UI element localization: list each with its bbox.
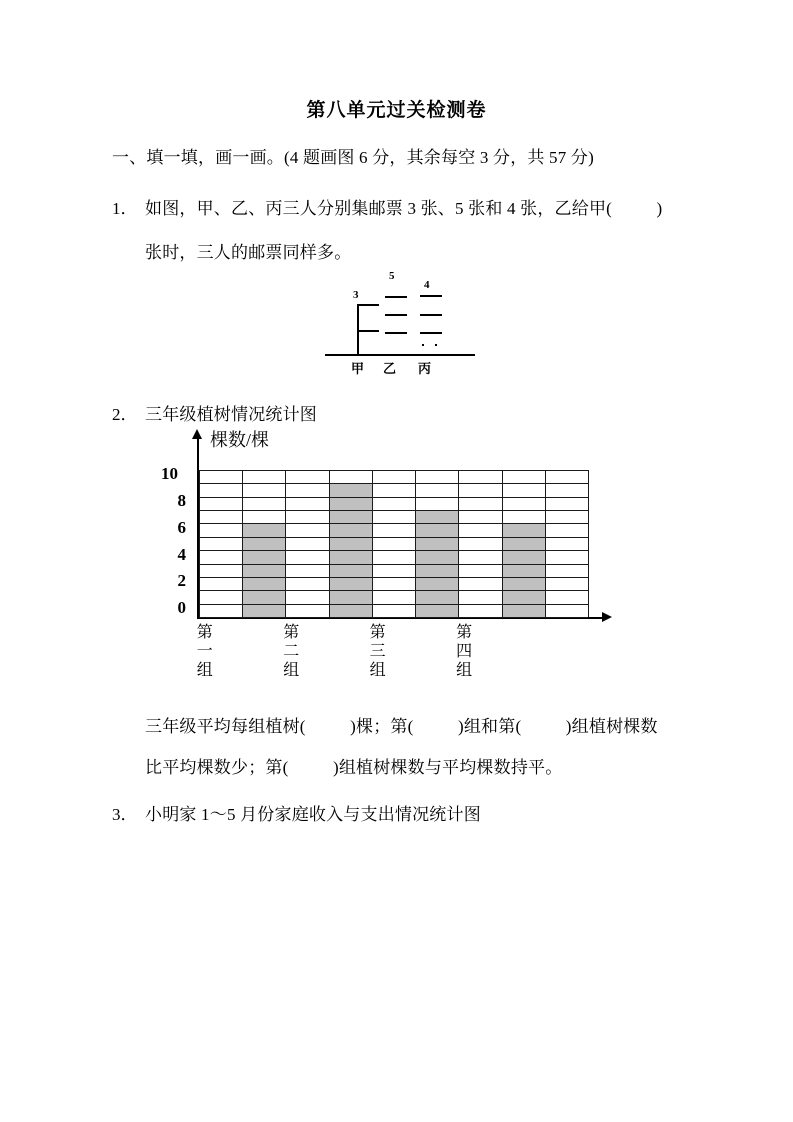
gridline-h [199,523,588,524]
gridline-v [588,470,589,617]
gridline-h [199,577,588,578]
x-category-3-char-1: 第 [369,624,386,641]
gridline-v [502,470,503,617]
x-category-3 [358,623,398,680]
y-tick-0: 0 [177,598,186,617]
gridline-h [199,470,588,471]
gridline-h [199,483,588,484]
x-category-1-char-2: 一 [196,643,213,660]
x-category-2 [271,623,311,680]
y-tick-2: 2 [177,571,186,590]
gridline-v [372,470,373,617]
stamp-dash-bing-1 [420,295,442,297]
stamp-dash-bing-3 [420,332,442,334]
stamp-count-bing: 4 [424,279,430,291]
chart-grid [199,470,588,617]
question-3-number: 3． [112,805,138,824]
x-category-2-char-2: 二 [283,643,300,660]
y-tick-6: 6 [177,517,186,537]
gridline-v [242,470,243,617]
stamp-dash-bing-2 [420,314,442,316]
stamp-dot-bing-2 [435,344,437,346]
tree-planting-bar-chart [140,425,640,690]
y-axis-label: 棵数/棵 [210,430,270,450]
x-category-1-char-3: 组 [196,662,213,679]
gridline-h [199,564,588,565]
x-category-4-char-1: 第 [456,624,473,641]
x-category-1 [185,623,225,680]
x-category-2-char-1: 第 [283,624,300,641]
stamp-stack-figure [325,268,485,376]
stamp-dash-yi-3 [385,332,407,334]
x-category-4 [444,623,484,680]
gridline-v [329,470,330,617]
y-tick-8: 8 [177,491,186,510]
x-category-3-char-3: 组 [369,662,386,679]
gridline-v [545,470,546,617]
x-category-4-char-3: 组 [456,662,473,679]
gridline-h [199,617,588,618]
x-axis-arrow-icon [602,612,612,622]
stamp-baseline [325,354,475,356]
section-heading: 一、填一填，画一画。(4 题画图 6 分，其余每空 3 分，共 57 分) [112,148,594,167]
stamp-label-jia: 甲 [351,361,365,376]
question-1-line-2: 张时，三人的邮票同样多。 [145,243,352,262]
stamp-dash-yi-1 [385,296,407,298]
gridline-v [285,470,286,617]
gridline-h [199,497,588,498]
gridline-h [199,537,588,538]
question-2-fill-line-2: 比平均棵数少；第( )组植树棵数与平均棵数持平。 [145,758,563,777]
x-category-4-char-2: 四 [456,643,473,660]
stamp-label-bing: 丙 [418,361,432,376]
gridline-v [199,470,200,617]
x-category-2-char-3: 组 [283,662,300,679]
page-title: 第八单元过关检测卷 [306,100,487,121]
stamp-dot-bing-1 [422,344,424,346]
stamp-count-jia: 3 [353,289,359,301]
stamp-dash-jia-1 [357,304,379,306]
x-category-3-char-2: 三 [369,643,386,660]
stamp-count-yi: 5 [389,270,395,282]
gridline-h [199,590,588,591]
question-2-fill-line-1: 三年级平均每组植树( )棵；第( )组和第( )组植树棵数 [145,717,658,736]
y-tick-10: 10 [161,464,178,484]
gridline-h [199,604,588,605]
gridline-h [199,550,588,551]
question-2-number: 2． [112,405,138,424]
gridline-h [199,510,588,511]
x-category-1-char-1: 第 [196,624,213,641]
y-tick-4: 4 [177,544,186,564]
gridline-v [415,470,416,617]
gridline-v [458,470,459,617]
stamp-dash-yi-2 [385,314,407,316]
stamp-dash-jia-2 [357,330,379,332]
question-1-line-1: 如图，甲、乙、丙三人分别集邮票 3 张、5 张和 4 张，乙给甲( ) [145,199,663,218]
question-3-title: 小明家 1～5 月份家庭收入与支出情况统计图 [145,805,481,824]
question-1-number: 1． [112,199,138,218]
stamp-label-yi: 乙 [383,361,397,376]
question-2-title: 三年级植树情况统计图 [145,405,317,424]
